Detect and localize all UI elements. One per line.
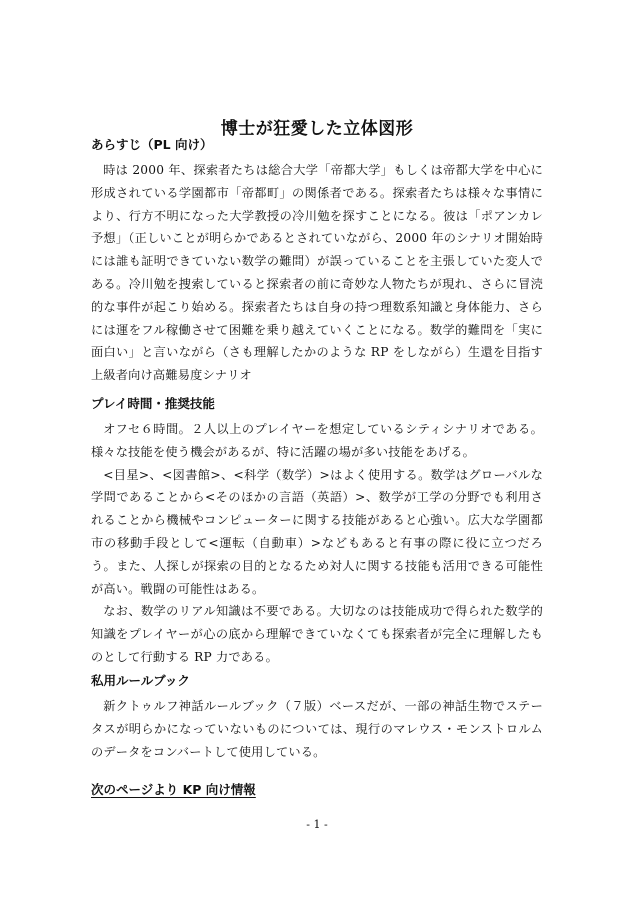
section-heading-rulebook: 私用ルールブック xyxy=(91,673,190,688)
paragraph: オフセ６時間。２人以上のプレイヤーを想定しているシティシナリオである。様々な技能を使う機会があるが、特に活躍の場が多い技能をあげる。 xyxy=(91,422,543,459)
paragraph: 新クトゥルフ神話ルールブック（７版）ベースだが、一部の神話生物でステータスが明らかになっていないものについては、現行のマレウス・モンストロルムのデータをコンバートして使用している。 xyxy=(91,699,543,759)
section-heading-synopsis: あらすじ（PL 向け） xyxy=(91,137,213,152)
next-page-note-block xyxy=(91,782,543,804)
section-rulebook xyxy=(91,673,543,763)
page-number: - 1 - xyxy=(306,818,328,831)
document-title: 博士が狂愛した立体図形 xyxy=(220,119,414,139)
section-synopsis xyxy=(91,137,543,387)
paragraph: <目星>、<図書館>、<科学（数学）>はよく使用する。数学はグローバルな学問であることから<そのほかの言語（英語）>、数学が工学の分野でも利用されることから機械やコンピューターに関する技能があると心強い。広大な学園都市の移動手段として<運転（自動車）>などもあると有事の際に役に立つだろう。また、人探しが探索の目的となるため対人に関する技能も活用できる可能性が高い。戦闘の可能性はある。 xyxy=(91,467,543,596)
paragraph: 時は 2000 年、探索者たちは総合大学「帝都大学」もしくは帝都大学を中心に形成されている学園都市「帝都町」の関係者である。探索者たちは様々な事情により、行方不明になった大学教授の冷川勉を探すことになる。彼は「ポアンカレ予想」（正しいことが明らかであるとされていながら、2000 年のシナリオ開始時には誰も証明できていない数学の難問）が誤っていることを主張していた変人である。冷川勉を捜索していると探索者の前に奇妙な人物たちが現れ、さらに冒涜的な事件が起こり始める。探索者たちは自身の持つ理数系知識と身体能力、さらには運をフル稼働させて困難を乗り越えていくことになる。数学的難問を「実に面白い」と言いながら（さも理解したかのような RP をしながら）生還を目指す上級者向け高難易度シナリオ xyxy=(91,163,543,383)
section-play-time-skills xyxy=(91,396,543,669)
next-page-note: 次のページより KP 向け情報 xyxy=(91,782,256,797)
paragraph: なお、数学のリアル知識は不要である。大切なのは技能成功で得られた数学的知識をプレイヤーが心の底から理解できていなくても探索者が完全に理解したものとして行動する RP 力である。 xyxy=(91,604,543,664)
section-heading-play-time: プレイ時間・推奨技能 xyxy=(91,396,215,411)
